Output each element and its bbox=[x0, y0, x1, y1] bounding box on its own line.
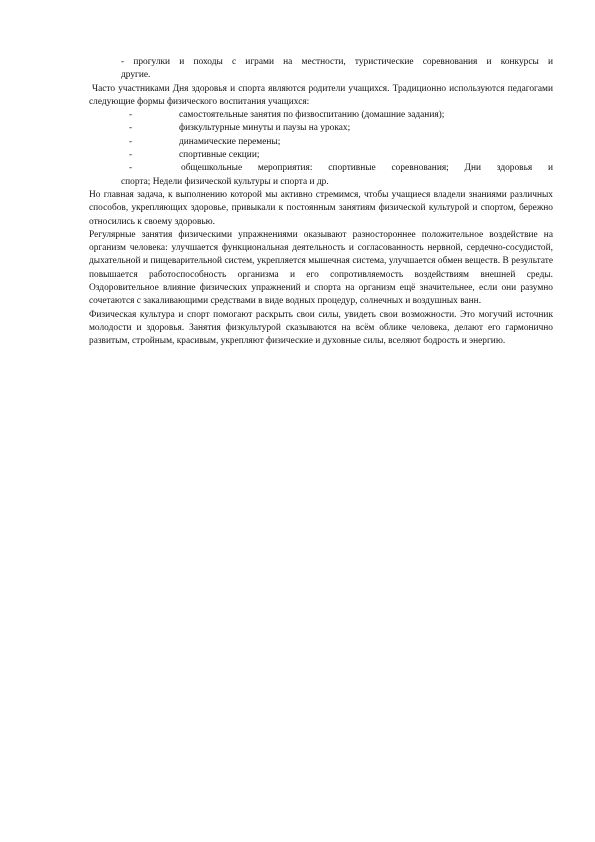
list-item-text: физкультурные минуты и паузы на уроках; bbox=[179, 123, 351, 134]
list-item-text: самостоятельные занятия по физвоспитанию (домашние задания); bbox=[179, 110, 445, 121]
forms-list bbox=[89, 109, 553, 189]
list-dash: - bbox=[129, 123, 133, 134]
list-item bbox=[89, 109, 553, 122]
paragraph-parents: Часто участниками Дня здоровья и спорта являются родители учащихся. Традиционно используются педагогами следующие формы физического воспитания учащихся: bbox=[89, 83, 553, 107]
list-item bbox=[89, 149, 553, 162]
list-item bbox=[89, 136, 553, 149]
list-item-text: спортивные секции; bbox=[179, 150, 260, 161]
document-body bbox=[89, 56, 553, 349]
paragraph-regular-exercise: Регулярные занятия физическими упражнениями оказывают разностороннее положительное воздействие на организм человека: улучшается функциональная деятельность и согласованность нервной, сердечно-сосудистой, дыхательной и пищеварительной систем, укрепляется мышечная система, улучшается обмен веществ. В результате повышается работоспособность организма и его сопротивляемость воздействиям внешней среды. Оздоровительное влияние физических упражнений и спорта на организм ещё значительнее, если они разумно сочетаются с закаливающими средствами в виде водных процедур, солнечных и воздушных ванн. bbox=[89, 229, 553, 307]
list-item-text: общешкольные мероприятия: спортивные соревнования; Дни здоровья и bbox=[181, 163, 553, 174]
paragraph-walks-line-1: - прогулки и походы с играми на местности, туристические соревнования и конкурсы и bbox=[121, 57, 553, 67]
list-item bbox=[89, 122, 553, 135]
list-item-text-continued: спорта; Недели физической культуры и спорта и др. bbox=[121, 176, 329, 187]
list-item bbox=[89, 162, 553, 189]
list-dash: - bbox=[129, 110, 133, 121]
paragraph-physical-culture: Физическая культура и спорт помогают раскрыть свои силы, увидеть свои возможности. Это могучий источник молодости и здоровья. Занятия физкультурой сказываются на всём облике человека, делают его гармонично развитым, стройным, красивым, укрепляют физические и духовные силы, вселяют бодрость и энергию. bbox=[89, 309, 553, 347]
list-dash: - bbox=[129, 150, 133, 161]
paragraph-walks-line-2: другие. bbox=[121, 70, 151, 81]
paragraph-main-task: Но главная задача, к выполнению которой мы активно стремимся, чтобы учащиеся владели знаниями различных способов, укрепляющих здоровье, привыкали к постоянным занятиям физической культурой и спортом, бережно относились к своему здоровью. bbox=[89, 189, 553, 227]
list-dash: - bbox=[129, 163, 133, 174]
list-item-text: динамические перемены; bbox=[179, 136, 281, 147]
list-dash: - bbox=[129, 136, 133, 147]
